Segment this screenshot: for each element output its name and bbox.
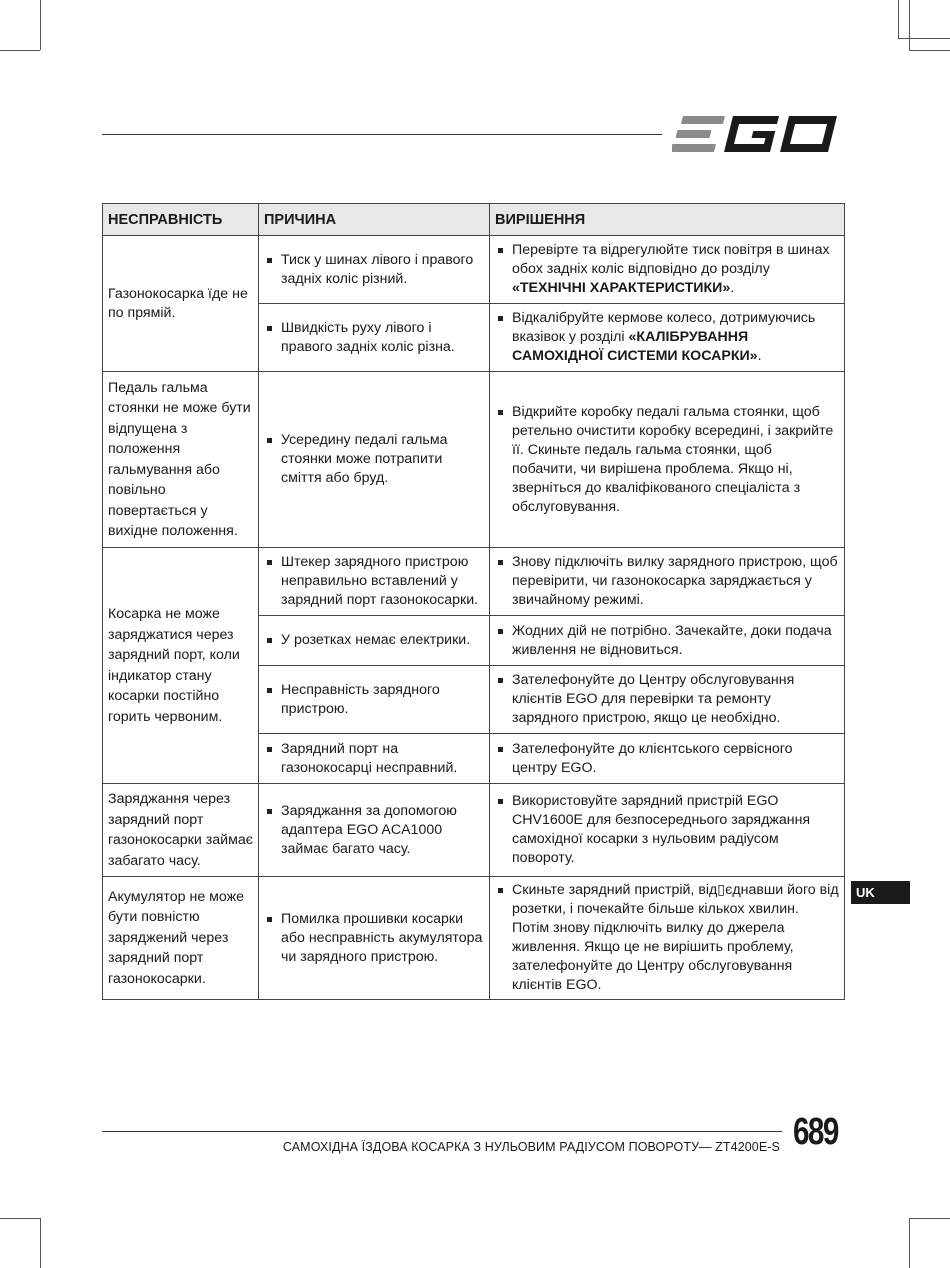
bullet-icon [498, 747, 503, 752]
bullet-icon [267, 326, 272, 331]
crop-mark [909, 1218, 950, 1219]
cause-cell: У розетках немає електрики. [259, 616, 490, 666]
bullet-icon [267, 438, 272, 443]
crop-mark [0, 50, 40, 51]
bullet-icon [267, 258, 272, 263]
crop-mark [0, 1218, 40, 1219]
fault-cell: Акумулятор не може бути повністю заряджений через зарядний порт газонокосарки. [103, 877, 259, 1000]
page-number: 689 [793, 1111, 838, 1153]
solution-cell: Скиньте зарядний пристрій, від▯єднавши його від розетки, і почекайте більше кількох хвилин. Потім знову підключіть вилку до джерела живлення. Якщо це не вирішить проблему, зателефонуйте до Центру обслуговування клієнтів EGO. [490, 877, 845, 1000]
crop-mark [40, 0, 41, 50]
cause-cell: Усередину педалі гальма стоянки може потрапити сміття або бруд. [259, 372, 490, 548]
crop-mark [898, 0, 899, 38]
bullet-icon [267, 688, 272, 693]
bullet-icon [498, 248, 503, 253]
bullet-icon [498, 799, 503, 804]
crop-mark [909, 1218, 910, 1268]
solution-cell: Перевірте та відрегулюйте тиск повітря в шинах обох задніх коліс відповідно до розділу «ТЕХНІЧНІ ХАРАКТЕРИСТИКИ». [490, 236, 845, 304]
solution-cell: Знову підключіть вилку зарядного пристрою, щоб перевірити, чи газонокосарка заряджається у звичайному режимі. [490, 548, 845, 616]
cause-cell: Помилка прошивки косарки або несправність акумулятора чи зарядного пристрою. [259, 877, 490, 1000]
cause-cell: Швидкість руху лівого і правого задніх коліс різна. [259, 304, 490, 372]
bullet-icon [267, 560, 272, 565]
column-header-cause: ПРИЧИНА [259, 204, 490, 236]
crop-mark [40, 1218, 41, 1268]
solution-cell: Використовуйте зарядний пристрій EGO CHV1600E для безпосереднього заряджання самохідної косарки з нульовим радіусом повороту. [490, 784, 845, 877]
bullet-icon [498, 678, 503, 683]
cause-cell: Заряджання за допомогою адаптера EGO ACA1000 займає багато часу. [259, 784, 490, 877]
footer-rule [102, 1131, 782, 1132]
language-tab: UK [851, 881, 910, 904]
column-header-solution: ВИРІШЕННЯ [490, 204, 845, 236]
bullet-icon [498, 888, 503, 893]
column-header-fault: НЕСПРАВНІСТЬ [103, 204, 259, 236]
cause-cell: Зарядний порт на газонокосарці несправний. [259, 734, 490, 784]
fault-cell: Педаль гальма стоянки не може бути відпущена з положення гальмування або повільно повертається у вихідне положення. [103, 372, 259, 548]
table-row [103, 784, 845, 877]
table-row [103, 236, 845, 304]
solution-cell: Відкалібруйте кермове колесо, дотримуючись вказівок у розділі «КАЛІБРУВАННЯ САМОХІДНОЇ СИСТЕМИ КОСАРКИ». [490, 304, 845, 372]
bullet-icon [498, 410, 503, 415]
footer-title: САМОХІДНА ЇЗДОВА КОСАРКА З НУЛЬОВИМ РАДІУСОМ ПОВОРОТУ— ZT4200E-S [282, 1140, 780, 1154]
cause-cell: Штекер зарядного пристрою неправильно вставлений у зарядний порт газонокосарки. [259, 548, 490, 616]
troubleshooting-table [102, 203, 845, 1000]
fault-cell: Заряджання через зарядний порт газонокосарки займає забагато часу. [103, 784, 259, 877]
ego-logo [672, 112, 844, 156]
bullet-icon [498, 316, 503, 321]
header-rule [102, 134, 662, 135]
solution-cell: Відкрийте коробку педалі гальма стоянки, щоб ретельно очистити коробку всередині, і закрийте її. Скиньте педаль гальма стоянки, щоб побачити, чи вирішена проблема. Якщо ні, зверніться до кваліфікованого спеціаліста з обслуговування. [490, 372, 845, 548]
bullet-icon [267, 638, 272, 643]
bullet-icon [267, 747, 272, 752]
table-row [103, 548, 845, 616]
fault-cell: Косарка не може заряджатися через зарядний порт, коли індикатор стану косарки постійно горить червоним. [103, 548, 259, 784]
table-row [103, 877, 845, 1000]
table-header-row [103, 204, 845, 236]
solution-cell: Зателефонуйте до Центру обслуговування клієнтів EGO для перевірки та ремонту зарядного пристрою, якщо це необхідно. [490, 666, 845, 734]
bullet-icon [267, 809, 272, 814]
bullet-icon [498, 629, 503, 634]
crop-mark [898, 38, 950, 39]
solution-cell: Зателефонуйте до клієнтського сервісного центру EGO. [490, 734, 845, 784]
crop-mark [909, 50, 950, 51]
table-row [103, 372, 845, 548]
fault-cell: Газонокосарка їде не по прямій. [103, 236, 259, 372]
bullet-icon [498, 560, 503, 565]
cause-cell: Тиск у шинах лівого і правого задніх коліс різний. [259, 236, 490, 304]
bullet-icon [267, 917, 272, 922]
cause-cell: Несправність зарядного пристрою. [259, 666, 490, 734]
solution-cell: Жодних дій не потрібно. Зачекайте, доки подача живлення не відновиться. [490, 616, 845, 666]
crop-mark [909, 0, 910, 50]
